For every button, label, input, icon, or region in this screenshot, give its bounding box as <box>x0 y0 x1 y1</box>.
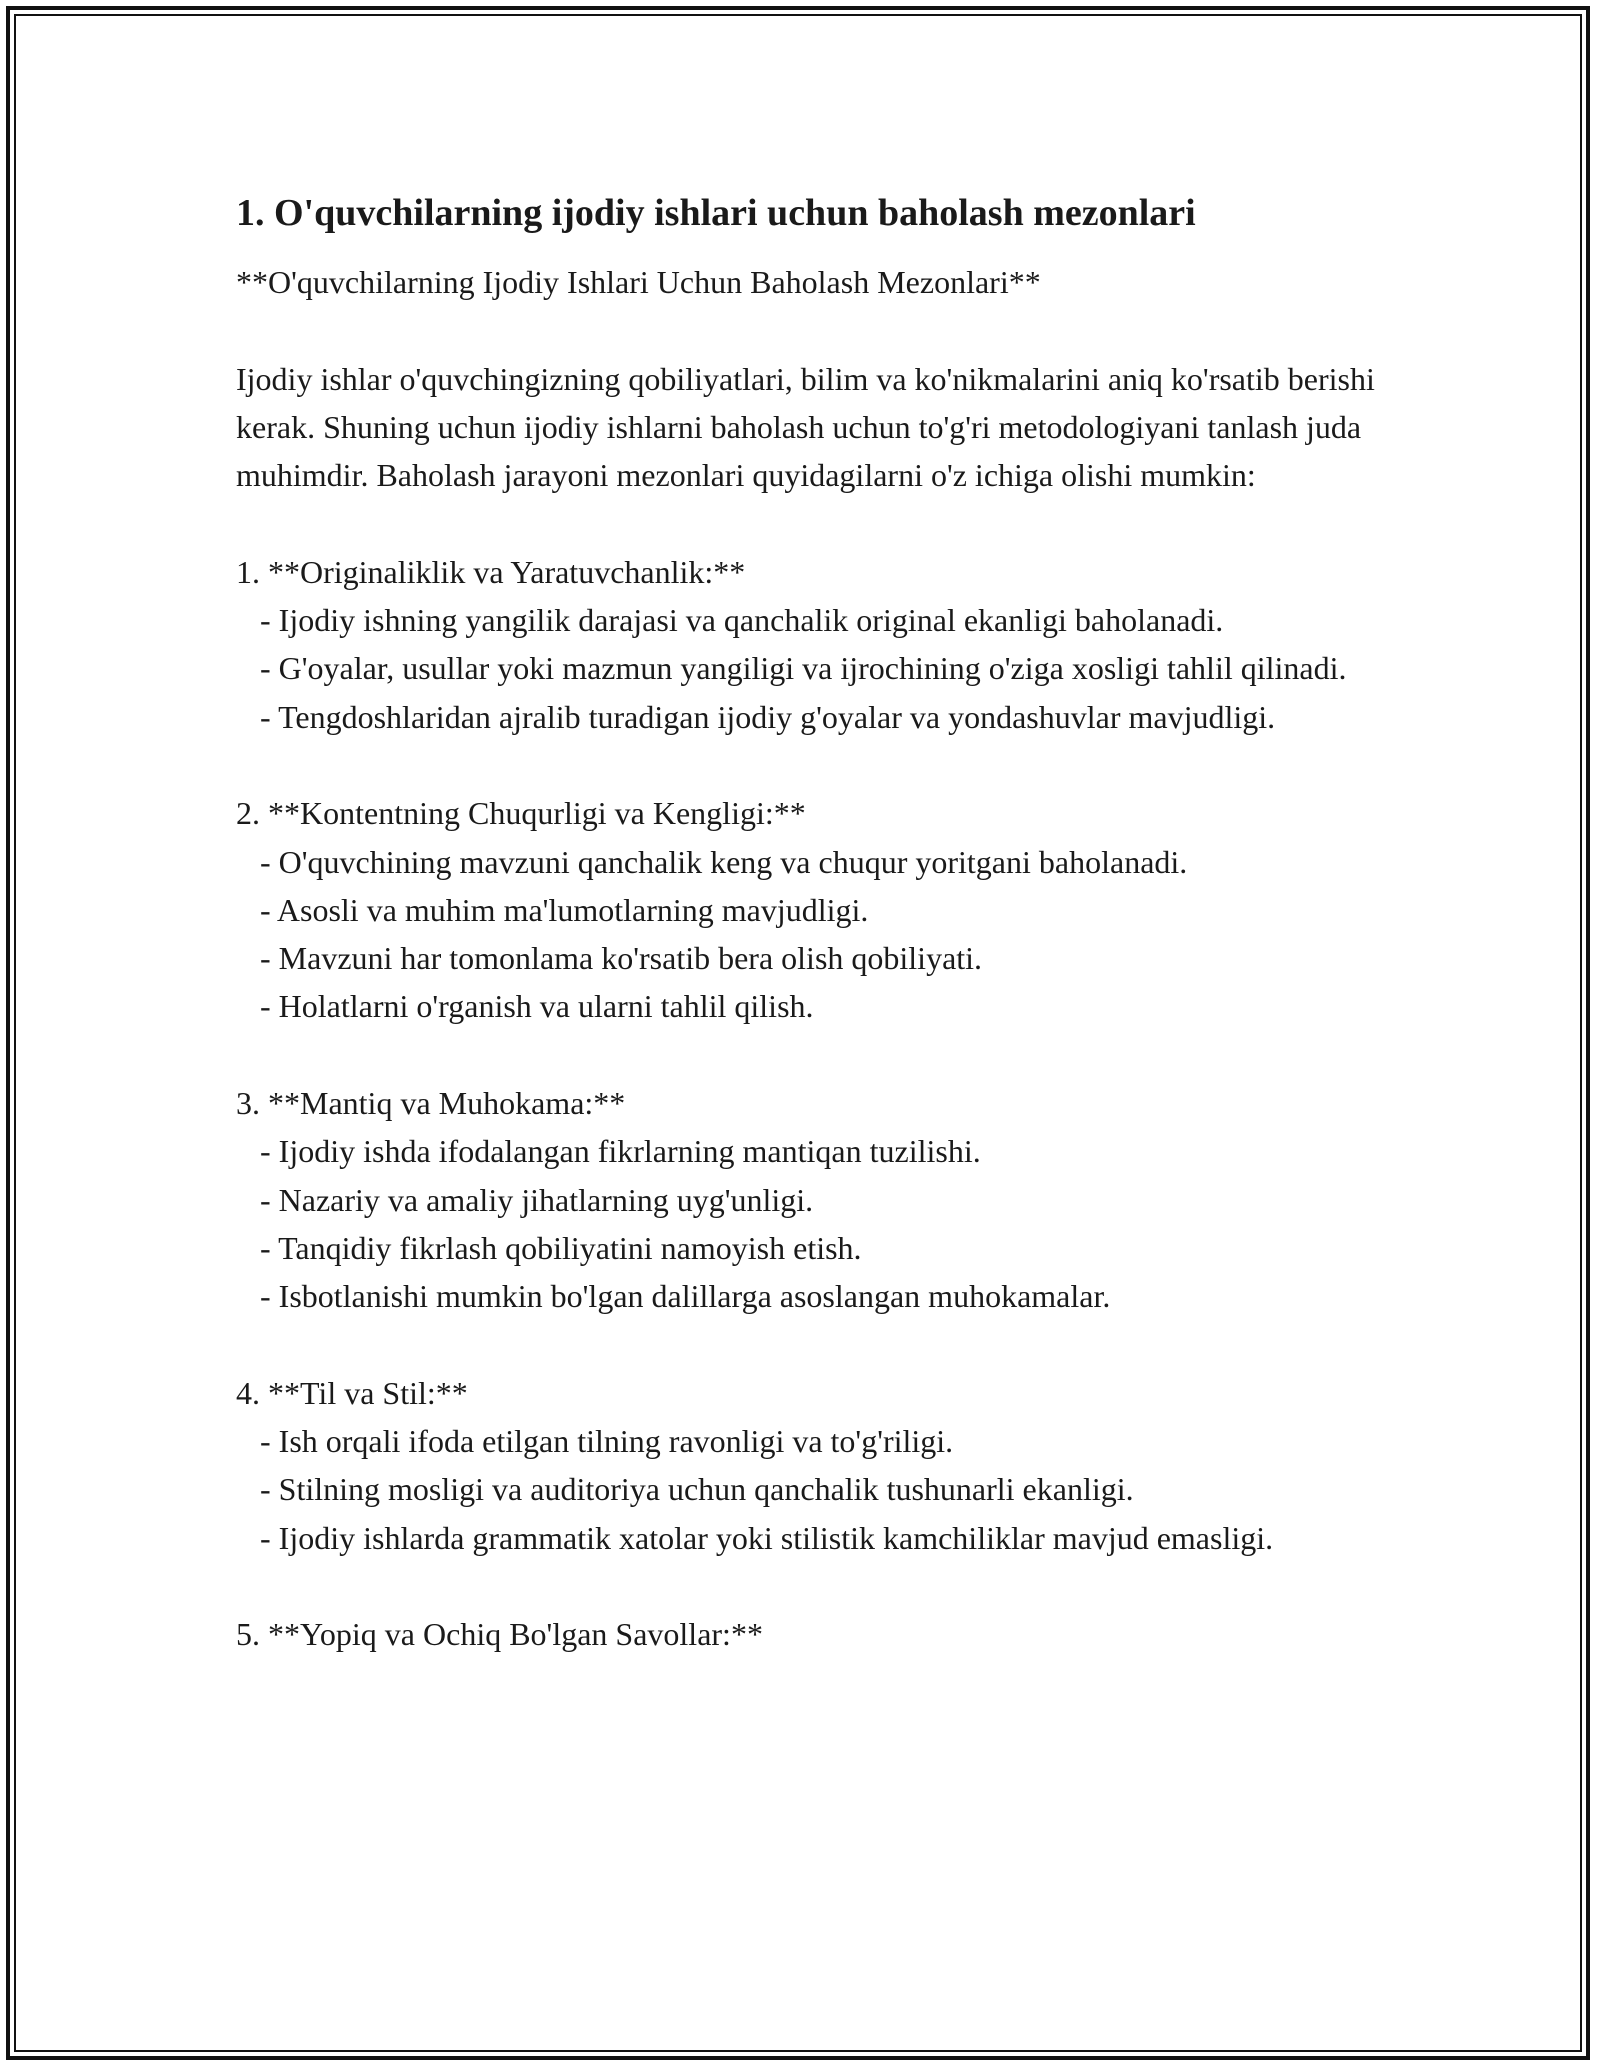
section-heading: 3. **Mantiq va Muhokama:** <box>236 1085 626 1122</box>
section-heading: 5. **Yopiq va Ochiq Bo'lgan Savollar:** <box>236 1616 763 1653</box>
spacer <box>236 1031 1416 1079</box>
list-item: - Nazariy va amaliy jihatlarning uyg'unligi. <box>236 1181 814 1218</box>
section-3 <box>236 1079 1416 1320</box>
spacer <box>236 741 1416 789</box>
list-item: - Tengdoshlaridan ajralib turadigan ijodiy g'oyalar va yondashuvlar mavjudligi. <box>236 698 1276 735</box>
spacer <box>236 306 1416 354</box>
document-title: 1. O'quvchilarning ijodiy ishlari uchun baholash mezonlari <box>236 192 1196 234</box>
section-heading: 2. **Kontentning Chuqurligi va Kengligi:** <box>236 795 806 832</box>
list-item: - Ish orqali ifoda etilgan tilning ravonligi va to'g'riligi. <box>236 1423 954 1460</box>
spacer <box>236 499 1416 547</box>
list-item: - Tanqidiy fikrlash qobiliyatini namoyish etish. <box>236 1229 862 1266</box>
list-item: - Holatlarni o'rganish va ularni tahlil qilish. <box>236 988 814 1025</box>
list-item: - Ijodiy ishda ifodalangan fikrlarning mantiqan tuzilishi. <box>236 1133 981 1170</box>
list-item: - Mavzuni har tomonlama ko'rsatib bera olish qobiliyati. <box>236 940 983 977</box>
list-item: - O'quvchining mavzuni qanchalik keng va chuqur yoritgani baholanadi. <box>236 843 1188 880</box>
spacer <box>236 1321 1416 1369</box>
document-subtitle: **O'quvchilarning Ijodiy Ishlari Uchun Baholash Mezonlari** <box>236 264 1041 300</box>
list-item: - Asosli va muhim ma'lumotlarning mavjudligi. <box>236 891 869 928</box>
list-item: - Isbotlanishi mumkin bo'lgan dalillarga asoslangan muhokamalar. <box>236 1278 1111 1315</box>
section-4 <box>236 1369 1416 1562</box>
intro-paragraph: Ijodiy ishlar o'quvchingizning qobiliyatlari, bilim va ko'nikmalarini aniq ko'rsatib berishi kerak. Shuning uchun ijodiy ishlarni baholash uchun to'g'ri metodologiyani tanlash juda muhimdir. Baholash jarayoni mezonlari quyidagilarni o'z ichiga olishi mumkin: <box>236 360 1383 494</box>
section-1 <box>236 548 1416 741</box>
list-item: - Ijodiy ishlarda grammatik xatolar yoki stilistik kamchiliklar mavjud emasligi. <box>236 1519 1274 1556</box>
spacer <box>236 1562 1416 1610</box>
section-heading: 1. **Originaliklik va Yaratuvchanlik:** <box>236 553 746 590</box>
list-item: - Stilning mosligi va auditoriya uchun qanchalik tushunarli ekanligi. <box>236 1471 1134 1508</box>
section-2 <box>236 789 1416 1030</box>
list-item: - G'oyalar, usullar yoki mazmun yangiligi va ijrochining o'ziga xosligi tahlil qilinadi. <box>236 650 1347 687</box>
section-5 <box>236 1610 1416 1658</box>
list-item: - Ijodiy ishning yangilik darajasi va qanchalik original ekanligi baholanadi. <box>236 602 1224 639</box>
document-body <box>236 186 1416 1659</box>
section-heading: 4. **Til va Stil:** <box>236 1374 468 1411</box>
